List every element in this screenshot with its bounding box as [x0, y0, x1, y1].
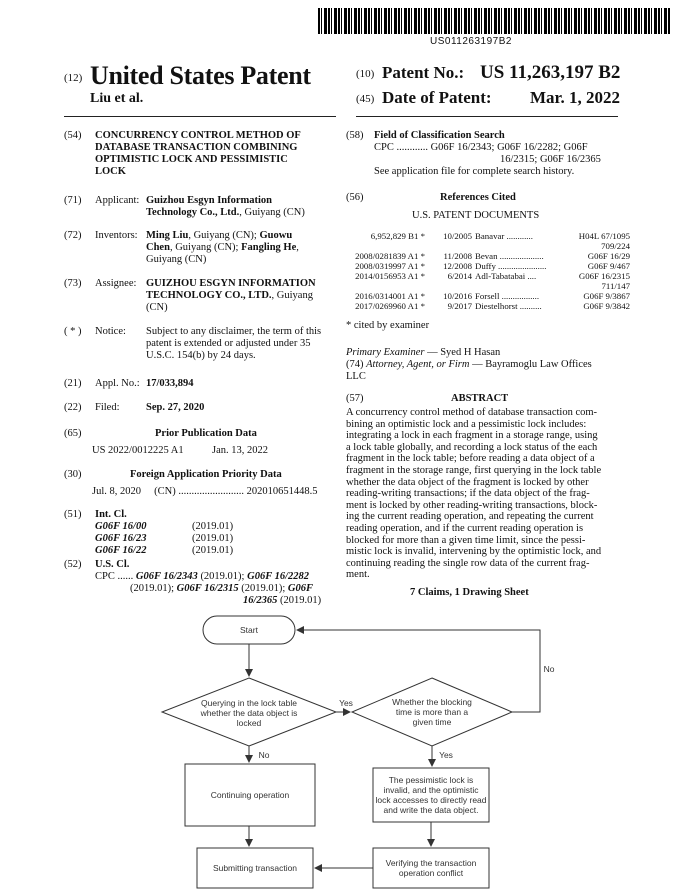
- assignee-name: GUIZHOU ESGYN INFORMATION: [146, 278, 316, 289]
- reference-cls: G06F 16/2315: [578, 271, 630, 281]
- field-class-heading: Field of Classification Search: [374, 130, 505, 141]
- decision-label: given time: [412, 717, 452, 727]
- reference-cls2: 711/147: [601, 281, 630, 291]
- notice-line: Subject to any disclaimer, the term of this: [146, 326, 322, 337]
- applicant-name: Guizhou Esgyn Information: [146, 195, 273, 206]
- cpc-code: G06F 16/2343: [135, 571, 198, 582]
- reference-cls: G06F 9/467: [587, 261, 630, 271]
- cpc-prefix: CPC ......: [95, 571, 134, 582]
- notice-code: ( * ): [64, 326, 82, 337]
- inventor-2a: Guowu: [259, 230, 293, 241]
- patent-no-label: Patent No.:: [382, 63, 465, 82]
- abstract-text: [346, 407, 618, 581]
- doc-type-title: United States Patent: [90, 61, 311, 90]
- reference-row: [346, 301, 630, 311]
- field-72-code: (72): [64, 230, 82, 241]
- patent-no: US 11,263,197 B2: [480, 62, 621, 83]
- title-line: CONCURRENCY CONTROL METHOD OF: [95, 130, 301, 141]
- abstract-line: integrating a lock in each fragment in a storage range, using: [346, 430, 598, 442]
- yes-label: Yes: [439, 750, 453, 760]
- patent-number-small: US011263197B2: [430, 36, 512, 47]
- abstract-heading: ABSTRACT: [451, 393, 509, 404]
- refs-heading: References Cited: [440, 192, 516, 203]
- assignee-country: (CN): [146, 302, 168, 313]
- abstract-line: fragment in the lock table; before reading a data object of a: [346, 453, 595, 465]
- reference-row: [346, 251, 630, 261]
- reference-row: [346, 271, 630, 281]
- int-cl-version: (2019.01): [192, 521, 234, 532]
- reference-name: Forsell .................: [475, 291, 540, 301]
- us-patent-docs: U.S. PATENT DOCUMENTS: [412, 210, 540, 221]
- inventor-3-sep: ,: [296, 242, 299, 253]
- inventor-1: Ming Liu: [146, 230, 189, 241]
- reference-date: 11/2008: [443, 251, 472, 261]
- prior-pub-no: US 2022/0012225 A1: [92, 445, 184, 456]
- abstract-line: continuing reading the single row data of the current frag-: [346, 557, 590, 569]
- abstract-line: reading-writing transactions; if the data object of the frag-: [346, 488, 590, 500]
- applicant-city: , Guiyang (CN): [239, 207, 305, 218]
- examiner-label: Primary Examiner: [346, 347, 425, 358]
- reference-no: 2016/0314001 A1 *: [355, 291, 425, 301]
- field-73-code: (73): [64, 278, 82, 289]
- applicant-name-2: Technology Co., Ltd.: [146, 207, 240, 218]
- notice-line: U.S.C. 154(b) by 24 days.: [146, 350, 256, 361]
- abstract-line: ment.: [346, 569, 370, 581]
- reference-no: 6,952,829 B1 *: [370, 231, 425, 241]
- reference-row-cont: [346, 241, 630, 251]
- cpc-version: (2019.01);: [197, 571, 248, 582]
- inventor-2b: Chen: [146, 242, 170, 253]
- reference-name: Bevan ....................: [475, 251, 544, 261]
- continuing-label: Continuing operation: [210, 790, 290, 800]
- decision-label: Whether the blocking: [392, 697, 472, 707]
- inventor-2-city: , Guiyang (CN);: [169, 242, 242, 253]
- cpc-version: (2019.01);: [130, 583, 177, 594]
- decision-label: time is more than a: [395, 707, 469, 717]
- claims-summary: 7 Claims, 1 Drawing Sheet: [410, 587, 529, 598]
- references-table: [346, 231, 630, 311]
- prior-pub-date: Jan. 13, 2022: [212, 445, 268, 456]
- field-52-code: (52): [64, 559, 82, 570]
- verifying-label: Verifying the transaction: [385, 858, 477, 868]
- patent-date: Mar. 1, 2022: [530, 88, 621, 107]
- abstract-line: bining an optimistic lock and a pessimistic lock includes:: [346, 418, 587, 430]
- code-10: (10): [356, 68, 375, 80]
- field-57-code: (57): [346, 393, 364, 404]
- reference-row: [346, 291, 630, 301]
- reference-cls: G06F 9/3842: [583, 301, 630, 311]
- int-cl-code: G06F 16/00: [95, 521, 147, 532]
- date-label: Date of Patent:: [382, 88, 492, 107]
- field-30-code: (30): [64, 469, 82, 480]
- pessimistic-label: The pessimistic lock is: [388, 775, 474, 785]
- inventor-1-city: , Guiyang (CN);: [188, 230, 260, 241]
- cpc-code: G06F: [287, 583, 314, 594]
- no-label: No: [543, 664, 555, 674]
- abstract-line: mistic lock is invalid, intervening by the optimistic lock, and: [346, 546, 602, 558]
- assignee-name-2: TECHNOLOGY CO., LTD.: [146, 290, 272, 301]
- filed-label: Filed:: [95, 402, 120, 413]
- verifying-label: operation conflict: [398, 868, 464, 878]
- reference-date: 9/2017: [447, 301, 472, 311]
- attorney-name: — Bayramoglu Law Offices: [469, 359, 592, 370]
- field-21-code: (21): [64, 378, 82, 389]
- reference-no: 2017/0269960 A1 *: [355, 301, 425, 311]
- filed-date: Sep. 27, 2020: [146, 402, 205, 413]
- int-cl-label: Int. Cl.: [95, 509, 127, 520]
- inventors-label: Inventors:: [95, 230, 138, 241]
- foreign-heading: Foreign Application Priority Data: [130, 469, 282, 480]
- cpc-version: (2019.01);: [238, 583, 288, 594]
- reference-row: [346, 231, 630, 241]
- cpc-code: 16/2365: [243, 595, 278, 606]
- yes-label: Yes: [339, 698, 353, 708]
- int-cl-code: G06F 16/23: [95, 533, 147, 544]
- cpc-code: G06F 16/2282: [247, 571, 310, 582]
- applicant-label: Applicant:: [95, 195, 140, 206]
- header-divider-left: [64, 116, 336, 117]
- pessimistic-label: and write the data object.: [383, 805, 479, 815]
- appl-no: 17/033,894: [146, 378, 194, 389]
- pessimistic-label: invalid, and the optimistic: [383, 785, 479, 795]
- abstract-line: a lock table globally, and recording a lock status of the each: [346, 441, 598, 453]
- notice-line: patent is extended or adjusted under 35: [146, 338, 311, 349]
- query-label: Querying in the lock table: [201, 698, 297, 708]
- attorney-label: Attorney, Agent, or Firm: [366, 359, 470, 370]
- reference-no: 2008/0281839 A1 *: [355, 251, 425, 261]
- reference-cls: H04L 67/1095: [578, 231, 630, 241]
- abstract-line: A concurrency control method of database transaction com-: [346, 407, 598, 418]
- cited-by-examiner: * cited by examiner: [346, 320, 430, 331]
- inventor-3-city: Guiyang (CN): [146, 254, 207, 265]
- field-51-code: (51): [64, 509, 82, 520]
- int-cl-code: G06F 16/22: [95, 545, 147, 556]
- abstract-line: reading operation, and if the current reading operation is: [346, 522, 584, 534]
- field-71-code: (71): [64, 195, 82, 206]
- code-12: (12): [64, 72, 83, 84]
- field-class-note: See application file for complete search history.: [374, 166, 575, 177]
- reference-cls: G06F 16/29: [587, 251, 630, 261]
- reference-cls2: 709/224: [601, 241, 630, 251]
- query-label: whether the data object is: [200, 708, 298, 718]
- attorney-code: (74): [346, 359, 364, 370]
- reference-date: 6/2014: [447, 271, 472, 281]
- field-22-code: (22): [64, 402, 82, 413]
- reference-date: 12/2008: [443, 261, 472, 271]
- query-label: locked: [236, 718, 262, 728]
- no-label: No: [258, 750, 270, 760]
- submitting-label: Submitting transaction: [212, 863, 298, 873]
- reference-name: Adl-Tabatabai ....: [475, 271, 537, 281]
- title-line: DATABASE TRANSACTION COMBINING: [95, 142, 298, 153]
- field-58-code: (58): [346, 130, 364, 141]
- abstract-line: blocked for more than a given time limit, since the pessi-: [346, 534, 586, 546]
- abstract-line: ing the current reading operation, and repeating the current: [346, 511, 594, 523]
- int-cl-version: (2019.01): [192, 545, 234, 556]
- start-label: Start: [240, 625, 258, 635]
- cpc-code: G06F 16/2315: [176, 583, 239, 594]
- examiner-name: — Syed H Hasan: [424, 347, 501, 358]
- reference-date: 10/2005: [443, 231, 472, 241]
- pessimistic-label: lock accesses to directly read: [375, 795, 487, 805]
- notice-label: Notice:: [95, 326, 126, 337]
- title-line: LOCK: [95, 166, 126, 177]
- foreign-priority: Jul. 8, 2020 (CN) ......................... 202010651448.5: [92, 486, 318, 497]
- reference-no: 2014/0156953 A1 *: [355, 271, 425, 281]
- flowchart: [0, 600, 684, 893]
- abstract-line: ment is locked by other reading-writing transactions, block-: [346, 499, 598, 511]
- field-class-line: 16/2315; G06F 16/2365: [500, 154, 601, 165]
- prior-pub-heading: Prior Publication Data: [155, 428, 257, 439]
- inventor-short: Liu et al.: [90, 91, 144, 106]
- appl-no-label: Appl. No.:: [95, 378, 140, 389]
- attorney-name-2: LLC: [346, 371, 366, 382]
- assignee-label: Assignee:: [95, 278, 137, 289]
- reference-date: 10/2016: [443, 291, 472, 301]
- inventor-3: Fangling He: [241, 242, 297, 253]
- cpc-version: (2019.01): [277, 595, 322, 606]
- reference-row-cont: [346, 281, 630, 291]
- reference-no: 2008/0319997 A1 *: [355, 261, 425, 271]
- abstract-line: whether the data object of the fragment is locked by other: [346, 476, 589, 488]
- header-divider-right: [356, 116, 618, 117]
- assignee-city: , Guiyang: [271, 290, 313, 301]
- field-56-code: (56): [346, 192, 364, 203]
- reference-name: Duffy ......................: [475, 261, 547, 271]
- reference-name: Diestelhorst ..........: [475, 301, 542, 311]
- field-54-code: (54): [64, 130, 82, 141]
- field-class-line: CPC ............ G06F 16/2343; G06F 16/2282; G06F: [374, 142, 588, 153]
- abstract-line: fragment in the storage range, first querying in the lock table: [346, 464, 602, 476]
- barcode: [318, 8, 670, 34]
- int-cl-version: (2019.01): [192, 533, 234, 544]
- reference-row: [346, 261, 630, 271]
- us-cl-label: U.S. Cl.: [95, 559, 130, 570]
- field-65-code: (65): [64, 428, 82, 439]
- reference-cls: G06F 9/3867: [583, 291, 630, 301]
- reference-name: Banavar ............: [475, 231, 533, 241]
- code-45: (45): [356, 93, 375, 105]
- title-line: OPTIMISTIC LOCK AND PESSIMISTIC: [95, 154, 288, 165]
